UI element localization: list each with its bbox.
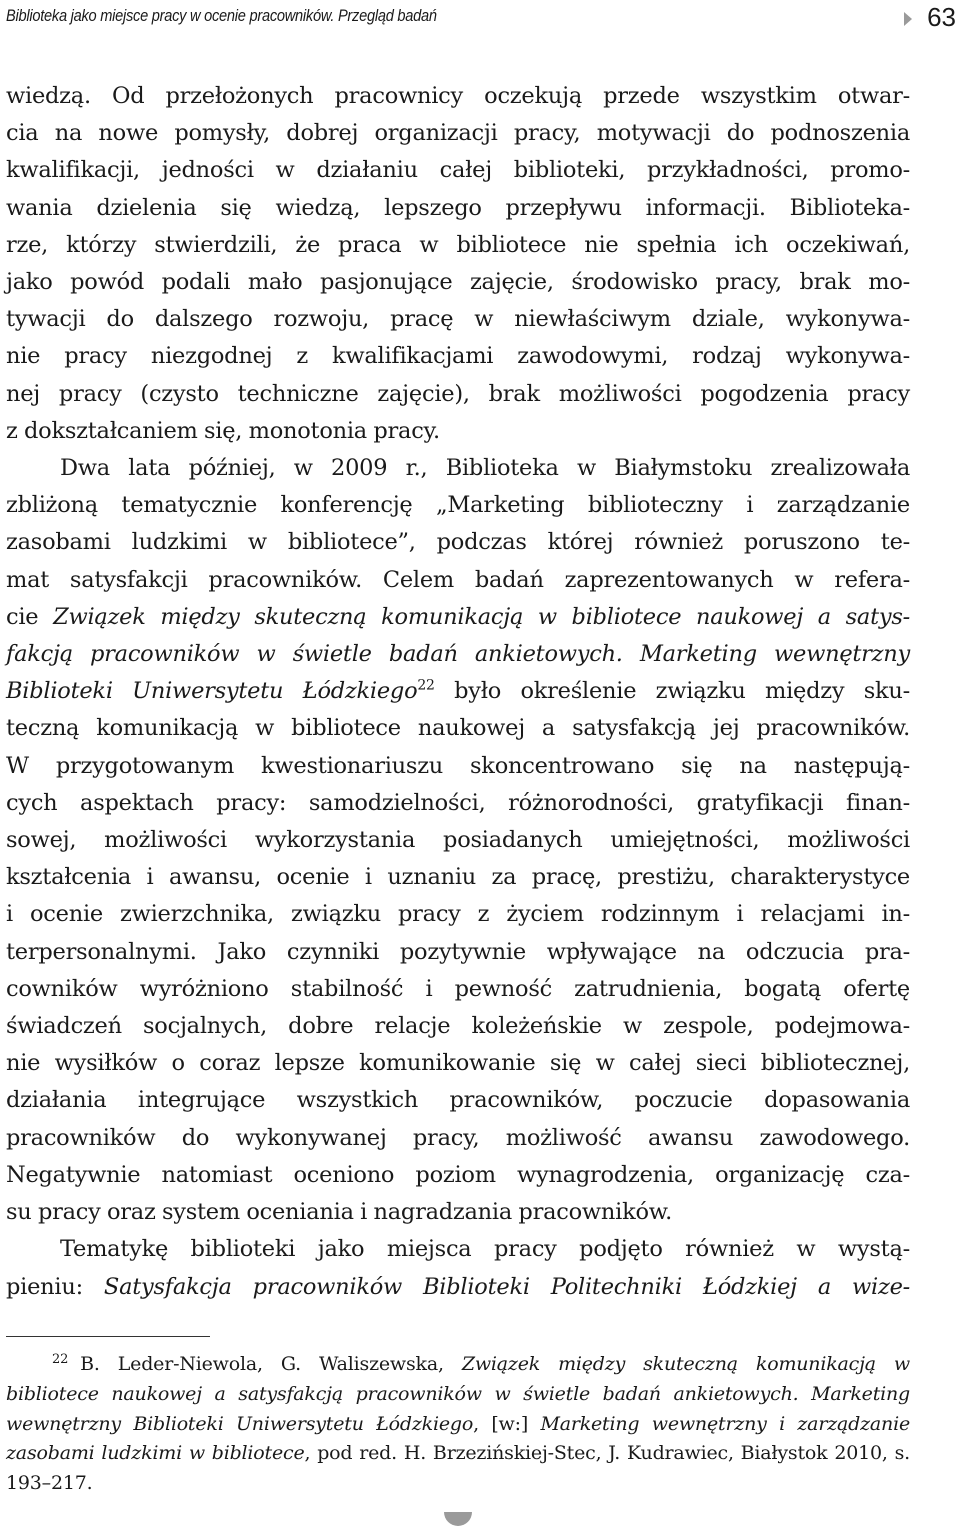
text-line: świadczeń socjalnych, dobre relacje koleżeńskie w zespole, podejmowa- bbox=[6, 1013, 910, 1040]
footnote-separator bbox=[6, 1336, 210, 1337]
page-header bbox=[6, 2, 956, 32]
paragraph-2-rest bbox=[6, 710, 910, 1231]
text-line: działania integrujące wszystkich pracowników, poczucie dopasowania bbox=[6, 1087, 910, 1114]
text-line: nej pracy (czysto techniczne zajęcie), brak możliwości pogodzenia pracy bbox=[6, 380, 910, 407]
text-line bbox=[6, 673, 910, 710]
text-line: terpersonalnymi. Jako czynniki pozytywnie wpływające na odczucia pra- bbox=[6, 938, 910, 965]
running-head: Biblioteka jako miejsce pracy w ocenie pracowników. Przegląd badań bbox=[6, 6, 437, 25]
article-title: Związek między skuteczną komunikacją w bibliotece naukowej a satys- bbox=[53, 603, 911, 630]
article-title: Biblioteki Uniwersytetu Łódzkiego bbox=[6, 678, 418, 705]
text-line: jako powód podali mało pasjonujące zajęcie, środowisko pracy, brak mo- bbox=[6, 269, 910, 296]
text-line: mat satysfakcji pracowników. Celem badań zaprezentowanych w refera- bbox=[6, 566, 910, 593]
article-title: fakcją pracowników w świetle badań ankietowych. Marketing wewnętrzny bbox=[6, 641, 910, 668]
text-line: su pracy oraz system oceniania i nagradzania pracowników. bbox=[6, 1199, 673, 1226]
text-line: wiedzą. Od przełożonych pracownicy oczekują przede wszystkim otwar- bbox=[6, 83, 910, 109]
body-text bbox=[6, 78, 910, 1306]
text-line: Negatywnie natomiast oceniono poziom wynagrodzenia, organizację cza- bbox=[6, 1161, 910, 1188]
footnote-book-title: Marketing wewnętrzny i zarządzanie zasobami ludzkimi w bibliotece bbox=[6, 1412, 910, 1465]
footnote-22: 22 B. Leder-Niewola, G. Waliszewska, Związek między skuteczną komunikacją w bibliotece naukowej a satysfakcją pracowników w świetle badań ankietowych. Marketing wewnętrzny Biblioteki Uniwersytetu Łódzkiego, [w:] Marketing wewnętrzny i zarządzanie zasobami ludzkimi w bibliotece, pod red. H. Brzezińskiej-Stec, J. Kudrawiec, Białystok 2010, s. 193–217. bbox=[6, 1351, 910, 1495]
text-line: nie pracy niezgodnej z kwalifikacjami zawodowymi, rodzaj wykonywa- bbox=[6, 343, 910, 370]
text-span: cie bbox=[6, 603, 54, 630]
paragraph-1 bbox=[6, 78, 910, 450]
text-line: pracowników do wykonywanej pracy, możliwość awansu zawodowego. bbox=[6, 1124, 910, 1151]
text-span: pieniu: bbox=[6, 1273, 104, 1300]
footnote-authors: B. Leder-Niewola, G. Waliszewska, bbox=[80, 1353, 462, 1375]
text-line bbox=[6, 636, 910, 673]
footnote-text: , [w:] bbox=[473, 1412, 541, 1435]
text-line: kwalifikacji, jedności w działaniu całej biblioteki, przykładności, promo- bbox=[6, 157, 910, 184]
text-line: cia na nowe pomysły, dobrej organizacji pracy, motywacji do podnoszenia bbox=[6, 120, 910, 147]
text-line: cych aspektach pracy: samodzielności, różnorodności, gratyfikacji finan- bbox=[6, 789, 910, 816]
text-line: W przygotowanym kwestionariuszu skoncentrowano się na następują- bbox=[6, 752, 910, 779]
text-line: tywacji do dalszego rozwoju, pracę w niewłaściwym dziale, wykonywa- bbox=[6, 306, 910, 333]
paragraph-2 bbox=[6, 450, 910, 1231]
footnote-text: , pod red. H. Brzezińskiej-Stec, J. Kudrawiec, Białystok 2010, s. 193–217. bbox=[6, 1442, 910, 1495]
text-line: teczną komunikacją w bibliotece naukowej a satysfakcją jej pracowników. bbox=[6, 715, 910, 742]
text-line: Dwa lata później, w 2009 r., Biblioteka w Białymstoku zrealizowała bbox=[60, 455, 910, 482]
footnote-reference[interactable]: 22 bbox=[417, 677, 435, 694]
text-line: zbliżoną tematycznie konferencję „Marketing biblioteczny i zarządzanie bbox=[6, 492, 910, 519]
text-line: kształcenia i awansu, ocenie i uznaniu za pracę, prestiżu, charakterystyce bbox=[6, 864, 910, 891]
text-line: sowej, możliwości wykorzystania posiadanych umiejętności, możliwości bbox=[6, 827, 910, 854]
text-line: Tematykę biblioteki jako miejsca pracy podjęto również w wystą- bbox=[60, 1236, 910, 1263]
text-line: rze, którzy stwierdzili, że praca w bibliotece nie spełnia ich oczekiwań, bbox=[6, 231, 910, 258]
text-span: było określenie związku między sku- bbox=[434, 678, 911, 705]
page-number: 63 bbox=[927, 2, 956, 32]
text-line: cowników wyróżniono stabilność i pewność zatrudnienia, bogatą ofertę bbox=[6, 975, 910, 1002]
text-line bbox=[6, 599, 910, 636]
paragraph-3 bbox=[6, 1231, 910, 1305]
text-line: nie wysiłków o coraz lepsze komunikowanie się w całej sieci bibliotecznej, bbox=[6, 1050, 910, 1077]
text-line: z dokształcaniem się, monotonia pracy. bbox=[6, 417, 440, 444]
footnote-title: Związek między skuteczną komunikacją w bibliotece naukowej a satysfakcją pracowników w świetle badań ankietowych. Marketing wewnętrzny Biblioteki Uniwersytetu Łódzkiego bbox=[6, 1353, 910, 1435]
text-line: i ocenie zwierzchnika, związku pracy z życiem rodzinnym i relacjami in- bbox=[6, 901, 910, 928]
text-line: wania dzielenia się wiedzą, lepszego przepływu informacji. Bibliotekа- bbox=[6, 194, 910, 221]
text-line: zasobami ludzkimi w bibliotece”, podczas której również poruszono te- bbox=[6, 529, 910, 556]
text-line bbox=[6, 1269, 910, 1306]
talk-title: Satysfakcja pracowników Biblioteki Politechniki Łódzkiej a wize- bbox=[103, 1273, 910, 1300]
footer-ornament-icon bbox=[444, 1512, 472, 1526]
page-marker-triangle-icon bbox=[904, 12, 912, 26]
